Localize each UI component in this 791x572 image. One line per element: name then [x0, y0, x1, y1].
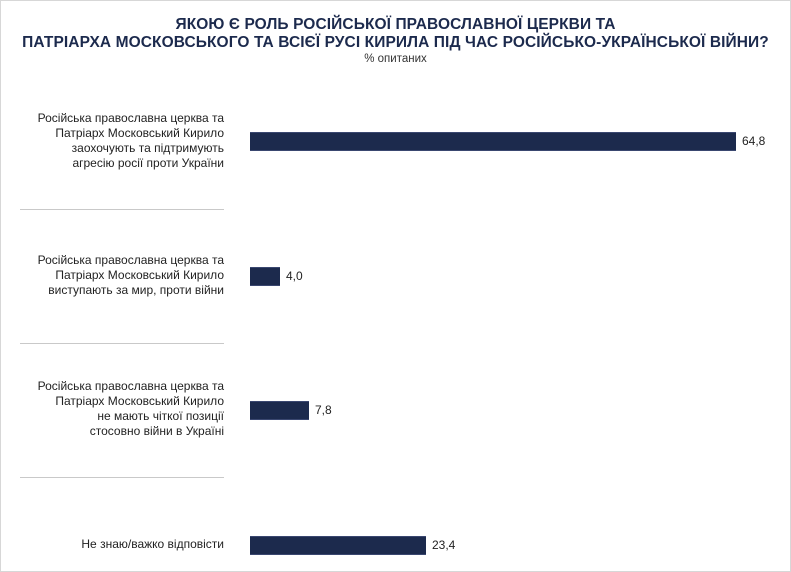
category-label-2 — [4, 253, 224, 298]
value-label-2: 4,0 — [286, 269, 303, 283]
category-label-3-line-4: стосовно війни в Україні — [89, 424, 224, 438]
bar-2 — [250, 267, 280, 286]
bar-1 — [250, 132, 736, 151]
category-label-1-line-2: Патріарх Московський Кирило — [55, 126, 224, 140]
category-label-4-line-1: Не знаю/важко відповісти — [81, 537, 224, 551]
bar-3 — [250, 401, 309, 420]
value-label-1: 64,8 — [742, 134, 766, 148]
category-label-3-line-1: Російська православна церква та — [37, 379, 224, 393]
category-label-1-line-3: заохочують та підтримують — [71, 141, 224, 155]
value-label-3: 7,8 — [315, 403, 332, 417]
category-label-3-line-2: Патріарх Московський Кирило — [55, 394, 224, 408]
category-label-3-line-3: не мають чіткої позиції — [97, 409, 224, 423]
divider-1 — [20, 209, 224, 210]
chart-title-line-1: ЯКОЮ Є РОЛЬ РОСІЙСЬКОЇ ПРАВОСЛАВНОЇ ЦЕРКВИ ТА — [175, 16, 616, 33]
category-label-3 — [4, 379, 224, 439]
category-label-2-line-2: Патріарх Московський Кирило — [55, 268, 224, 282]
divider-2 — [20, 343, 224, 344]
chart-subtitle: % опитаних — [364, 53, 427, 65]
category-label-4 — [4, 537, 224, 552]
chart-title — [0, 16, 791, 52]
category-label-1-line-4: агресію росії проти України — [72, 156, 224, 170]
chart-title-line-2: ПАТРІАРХА МОСКОВСЬКОГО ТА ВСІЄЇ РУСІ КИРИЛА ПІД ЧАС РОСІЙСЬКО-УКРАЇНСЬКОЇ ВІЙНИ? — [22, 34, 769, 51]
category-label-2-line-1: Російська православна церква та — [37, 253, 224, 267]
divider-3 — [20, 477, 224, 478]
category-label-2-line-3: виступають за мир, проти війни — [48, 283, 224, 297]
bar-4 — [250, 536, 426, 555]
category-label-1-line-1: Російська православна церква та — [37, 111, 224, 125]
value-label-4: 23,4 — [432, 538, 456, 552]
category-label-1 — [4, 111, 224, 171]
